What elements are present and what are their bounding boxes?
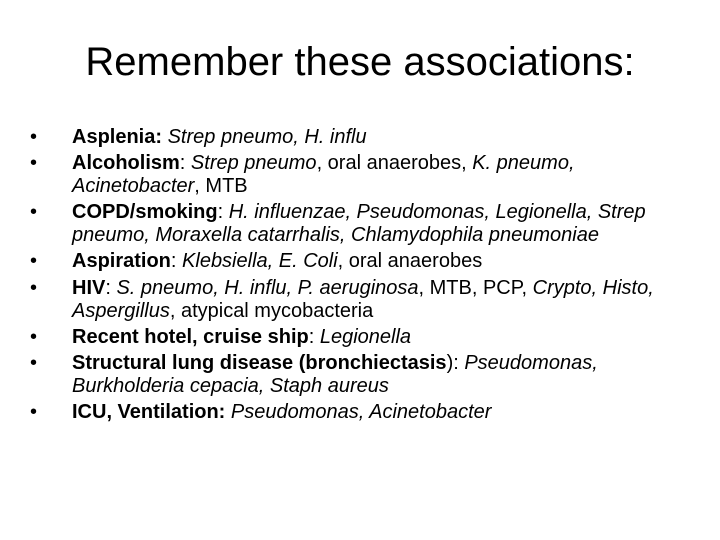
bullet-heading: Aspiration bbox=[72, 250, 171, 273]
bullet-dot-icon: • bbox=[30, 401, 38, 424]
bullet-text: , atypical mycobacteria bbox=[169, 299, 374, 322]
bullet-dot-icon: • bbox=[30, 201, 38, 224]
bullet-dot-icon: • bbox=[30, 352, 38, 375]
bullet-text: : bbox=[308, 325, 320, 348]
bullet-text: : bbox=[105, 276, 117, 299]
organism-text: Pseudomonas, Acinetobacter bbox=[230, 401, 492, 424]
bullet-text: : bbox=[179, 152, 191, 175]
organism-text: K. pneumo, Acinetobacter bbox=[72, 152, 575, 198]
bullet-dot-icon: • bbox=[30, 250, 38, 273]
bullet-text: ): bbox=[446, 352, 465, 375]
bullet-heading: Alcoholism bbox=[72, 152, 180, 175]
organism-text: Klebsiella, E. Coli bbox=[182, 250, 338, 273]
bullet-text: , MTB, PCP, bbox=[418, 276, 533, 299]
bullet-heading: Asplenia: bbox=[72, 126, 163, 148]
slide-title: Remember these associations: bbox=[85, 40, 635, 84]
bullet-text: , MTB bbox=[194, 175, 248, 198]
organism-text: H. influenzae, Pseudomonas, Legionella, Strep pneumo, Moraxella catarrhalis, Chlamydophila pneumoniae bbox=[72, 201, 646, 247]
bullet-item bbox=[30, 401, 700, 424]
bullet-text: : bbox=[170, 250, 183, 273]
bullet-item bbox=[30, 201, 700, 247]
bullet-heading: Recent hotel, cruise ship bbox=[72, 325, 309, 348]
bullet-heading: COPD/smoking bbox=[72, 201, 218, 224]
bullet-dot-icon: • bbox=[30, 126, 38, 148]
organism-text: Strep pneumo bbox=[190, 152, 317, 175]
organism-text: Strep pneumo, H. influ bbox=[167, 126, 367, 148]
bullet-text: , oral anaerobes, bbox=[316, 152, 473, 175]
bullet-item bbox=[30, 152, 700, 198]
bullet-dot-icon: • bbox=[30, 325, 38, 348]
bullet-heading: HIV bbox=[72, 276, 106, 299]
bullet-item bbox=[30, 250, 700, 273]
bullet-list bbox=[30, 126, 700, 428]
bullet-heading: Structural lung disease (bronchiectasis bbox=[72, 352, 447, 375]
bullet-item bbox=[30, 277, 700, 323]
bullet-heading: ICU, Ventilation: bbox=[72, 401, 226, 424]
organism-text: S. pneumo, H. influ, P. aeruginosa bbox=[116, 276, 419, 299]
bullet-dot-icon: • bbox=[30, 152, 38, 175]
bullet-text: : bbox=[217, 201, 229, 224]
organism-text: Pseudomonas, Burkholderia cepacia, Staph aureus bbox=[72, 352, 598, 397]
bullet-item bbox=[30, 352, 700, 398]
bullet-text: , oral anaerobes bbox=[337, 250, 483, 273]
bullet-dot-icon: • bbox=[30, 276, 38, 299]
bullet-item bbox=[30, 326, 700, 349]
organism-text: Crypto, Histo, Aspergillus bbox=[72, 276, 654, 322]
bullet-item bbox=[30, 126, 700, 149]
organism-text: Legionella bbox=[319, 325, 412, 348]
